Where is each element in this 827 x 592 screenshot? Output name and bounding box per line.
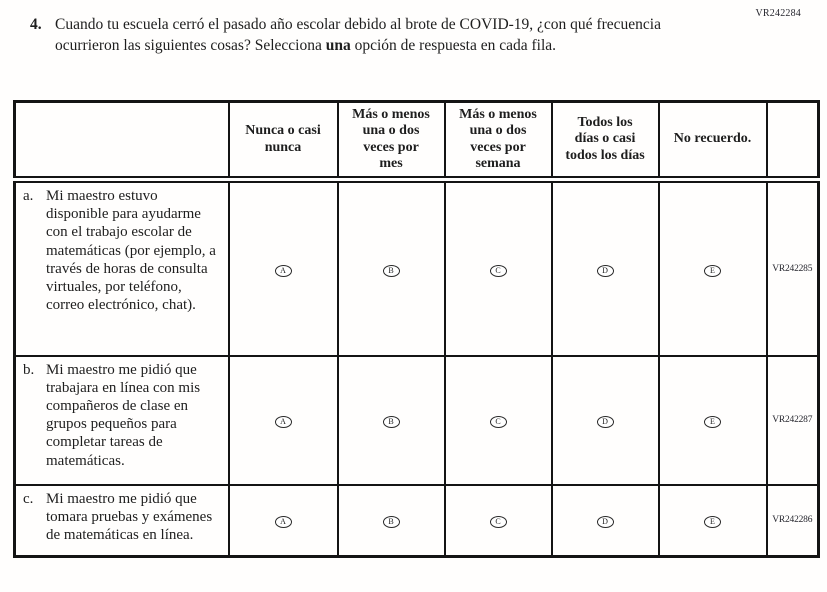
table-row-b bbox=[15, 356, 819, 485]
table-row-c bbox=[15, 485, 819, 557]
question-text-emphasis: una bbox=[325, 36, 351, 54]
bubble-option-c-row-c[interactable]: C bbox=[490, 516, 507, 528]
column-header-nunca: Nunca o casi nunca bbox=[229, 102, 338, 180]
column-header-no-recuerdo: No recuerdo. bbox=[659, 102, 767, 180]
header-row bbox=[15, 102, 819, 180]
column-header-todos-los-dias: Todos los días o casi todos los días bbox=[552, 102, 659, 180]
bubble-option-e-row-c[interactable]: E bbox=[704, 516, 721, 528]
bubble-option-a-row-c[interactable]: A bbox=[275, 516, 292, 528]
response-matrix-table bbox=[13, 100, 820, 558]
row-code: VR242286 bbox=[767, 485, 819, 557]
bubble-option-b-row-a[interactable]: B bbox=[383, 265, 400, 277]
question-block bbox=[30, 15, 672, 56]
row-text: Mi maestro estuvo disponible para ayudarme con el trabajo escolar de matemáticas (por ejemplo, a través de horas de consulta virtuales, por teléfono, correo electrónico, chat). bbox=[46, 188, 216, 314]
bubble-option-d-row-c[interactable]: D bbox=[597, 516, 614, 528]
table-row-a bbox=[15, 180, 819, 356]
row-code: VR242287 bbox=[767, 356, 819, 485]
column-header-blank-stem bbox=[15, 102, 229, 180]
bubble-option-c-row-a[interactable]: C bbox=[490, 265, 507, 277]
column-header-blank-code bbox=[767, 102, 819, 180]
bubble-option-d-row-a[interactable]: D bbox=[597, 265, 614, 277]
row-stem bbox=[15, 180, 229, 356]
row-letter: c. bbox=[23, 490, 34, 507]
row-code: VR242285 bbox=[767, 180, 819, 356]
bubble-option-a-row-a[interactable]: A bbox=[275, 265, 292, 277]
bubble-option-e-row-b[interactable]: E bbox=[704, 416, 721, 428]
bubble-option-d-row-b[interactable]: D bbox=[597, 416, 614, 428]
row-stem bbox=[15, 356, 229, 485]
question-text-after: opción de respuesta en cada fila. bbox=[350, 36, 557, 54]
row-letter: b. bbox=[23, 361, 35, 378]
bubble-option-e-row-a[interactable]: E bbox=[704, 265, 721, 277]
row-letter: a. bbox=[23, 188, 34, 204]
bubble-option-c-row-b[interactable]: C bbox=[490, 416, 507, 428]
column-header-veces-por-mes: Más o menos una o dos veces por mes bbox=[338, 102, 445, 180]
column-header-veces-por-semana: Más o menos una o dos veces por semana bbox=[445, 102, 552, 180]
bubble-option-b-row-c[interactable]: B bbox=[383, 516, 400, 528]
form-code-top: VR242284 bbox=[755, 8, 801, 19]
question-number: 4. bbox=[30, 16, 42, 33]
bubble-option-a-row-b[interactable]: A bbox=[275, 416, 292, 428]
question-text bbox=[55, 15, 672, 56]
row-text: Mi maestro me pidió que tomara pruebas y exámenes de matemáticas en línea. bbox=[46, 490, 213, 543]
row-text: Mi maestro me pidió que trabajara en línea con mis compañeros de clase en grupos pequeños para completar tareas de matemáticas. bbox=[46, 361, 201, 469]
row-stem bbox=[15, 485, 229, 557]
bubble-option-b-row-b[interactable]: B bbox=[383, 416, 400, 428]
question-text-before: Cuando tu escuela cerró el pasado año escolar debido al brote de COVID-19, ¿con qué frecuencia ocurrieron las siguientes cosas? Selecciona bbox=[55, 16, 661, 54]
